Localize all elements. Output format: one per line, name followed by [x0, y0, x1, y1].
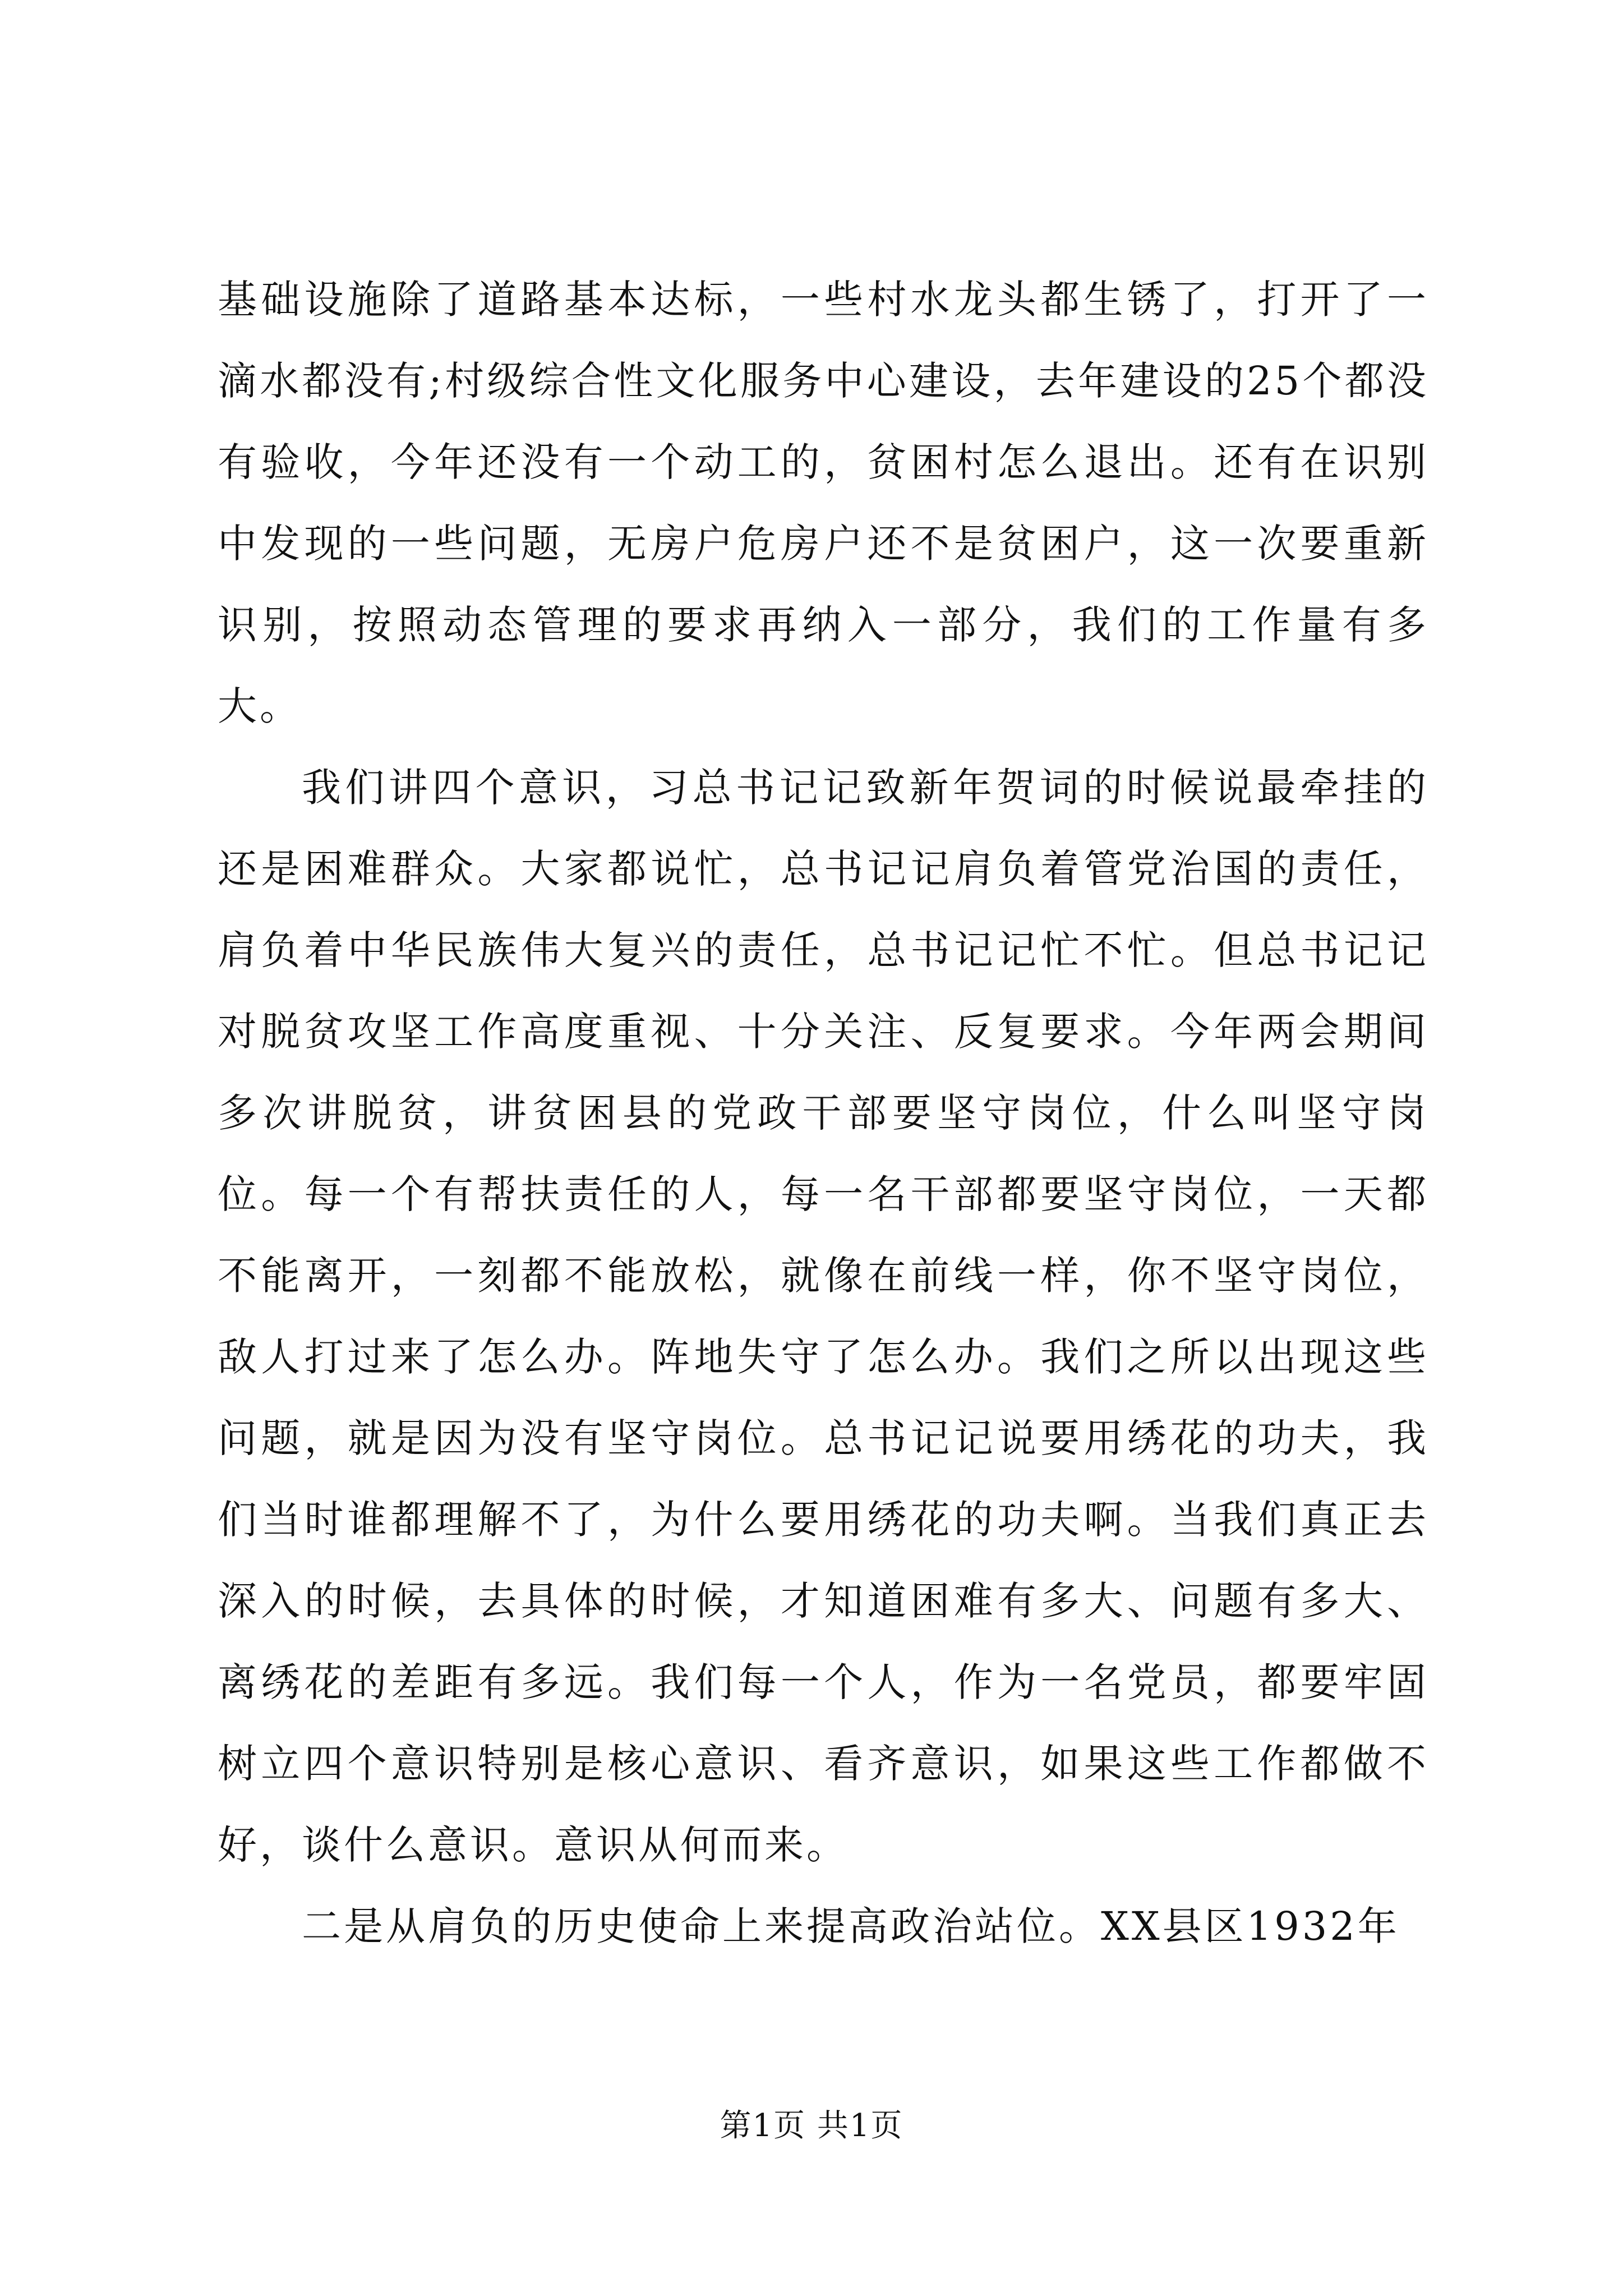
- document-body: [218, 259, 1429, 1967]
- paragraph-2: 我们讲四个意识，习总书记记致新年贺词的时候说最牵挂的还是困难群众。大家都说忙，总书记记肩负着管党治国的责任，肩负着中华民族伟大复兴的责任，总书记记忙不忙。但总书记记对脱贫攻坚工作高度重视、十分关注、反复要求。今年两会期间多次讲脱贫，讲贫困县的党政干部要坚守岗位，什么叫坚守岗位。每一个有帮扶责任的人，每一名干部都要坚守岗位，一天都不能离开，一刻都不能放松，就像在前线一样，你不坚守岗位，敌人打过来了怎么办。阵地失守了怎么办。我们之所以出现这些问题，就是因为没有坚守岗位。总书记记说要用绣花的功夫，我们当时谁都理解不了，为什么要用绣花的功夫啊。当我们真正去深入的时候，去具体的时候，才知道困难有多大、问题有多大、离绣花的差距有多远。我们每一个人，作为一名党员，都要牢固树立四个意识特别是核心意识、看齐意识，如果这些工作都做不好，谈什么意识。意识从何而来。: [218, 765, 1429, 1868]
- paragraph-1: 基础设施除了道路基本达标，一些村水龙头都生锈了，打开了一滴水都没有;村级综合性文化服务中心建设，去年建设的25个都没有验收，今年还没有一个动工的，贫困村怎么退出。还有在识别中发现的一些问题，无房户危房户还不是贫困户，这一次要重新识别，按照动态管理的要求再纳入一部分，我们的工作量有多大。: [218, 277, 1429, 729]
- paragraph-3: 二是从肩负的历史使命上来提高政治站位。XX县区1932年: [302, 1903, 1400, 1949]
- page-number-footer: 第1页 共1页: [720, 2108, 903, 2144]
